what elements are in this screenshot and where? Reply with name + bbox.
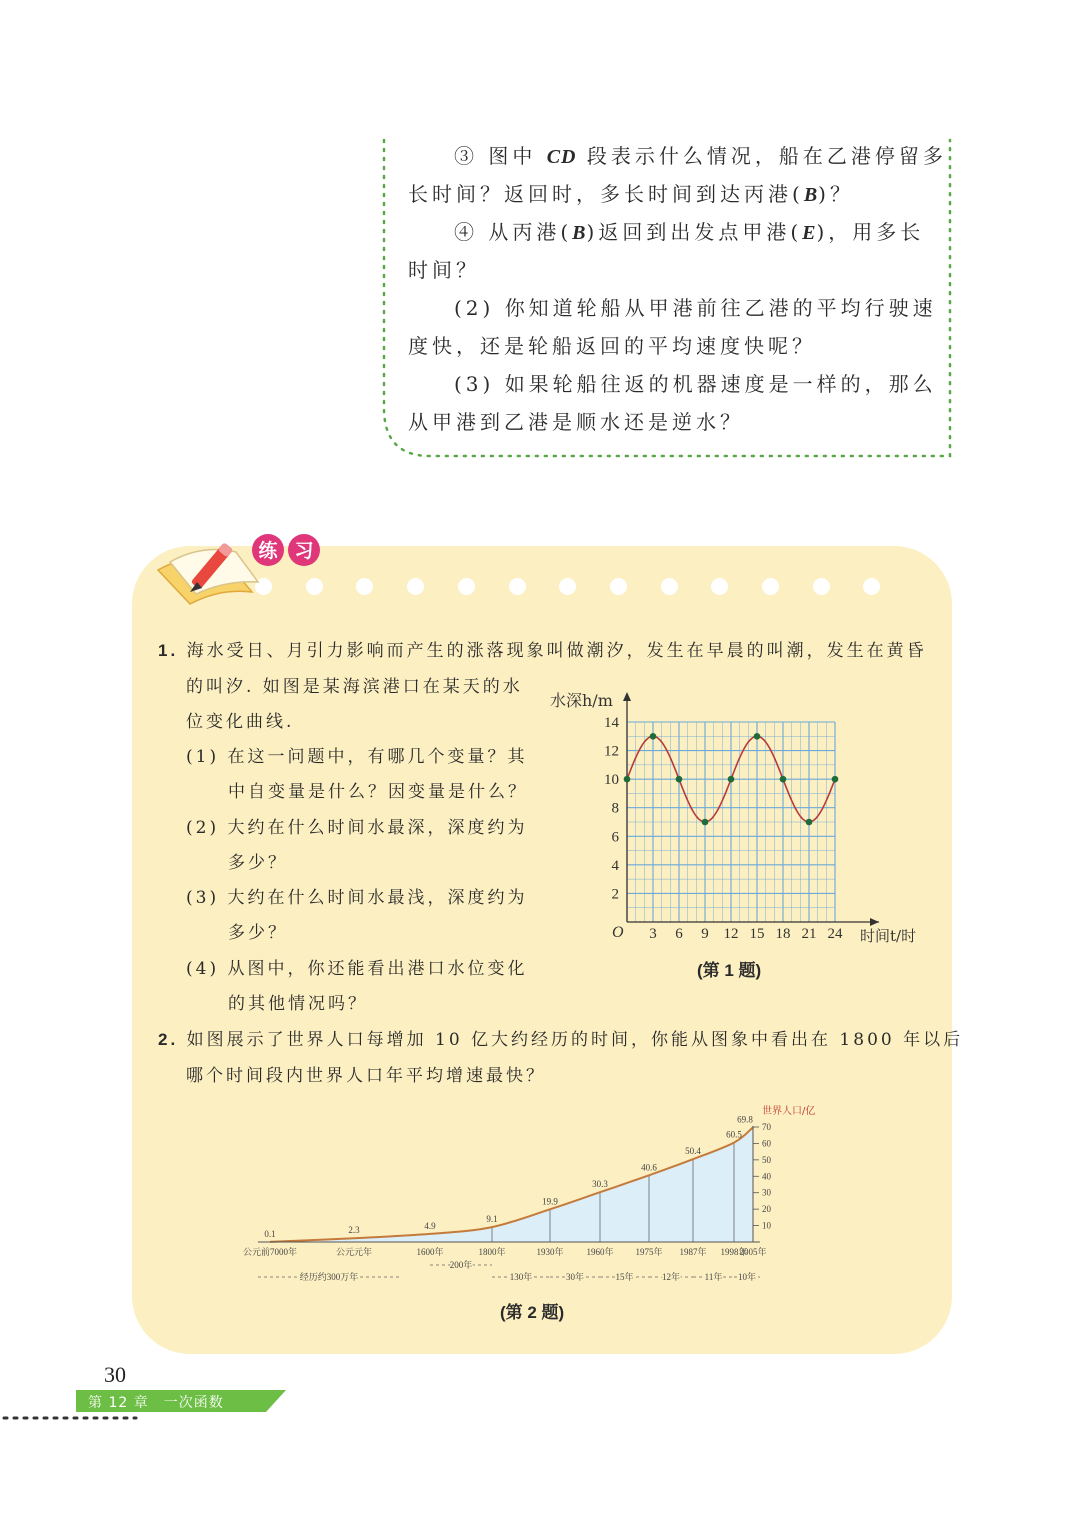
- q2-line-2: 哪个时间段内世界人口年平均增速最快？: [186, 1066, 546, 1086]
- tide-y-tick-label: 14: [604, 715, 619, 731]
- title-char-2: 习: [294, 540, 314, 562]
- population-value-label: 69.8: [737, 1114, 753, 1125]
- population-interval-label: 经历约300万年: [299, 1272, 359, 1282]
- population-interval-label: 200年: [449, 1260, 473, 1270]
- population-area: [270, 1127, 753, 1242]
- text-line-6: 度快，还是轮船返回的平均速度快呢？: [408, 334, 816, 358]
- tide-x-tick-label: 18: [775, 926, 791, 942]
- q1-sub-3: (3) 大约在什么时间水最浅，深度约为: [186, 888, 528, 908]
- text-line-4: 时间？: [408, 258, 480, 282]
- tide-data-point: [780, 776, 787, 783]
- q1-line-3: 位变化曲线.: [186, 712, 295, 732]
- text-line-8: 从甲港到乙港是顺水还是逆水？: [408, 410, 744, 434]
- chapter-label: 第 12 章 一次函数: [88, 1395, 224, 1411]
- population-year-label: 1960年: [586, 1247, 614, 1257]
- text-line-5: (2) 你知道轮船从甲港前往乙港的平均行驶速: [454, 296, 937, 320]
- population-chart: [240, 1098, 840, 1288]
- tide-y-tick-label: 6: [611, 829, 619, 846]
- population-y-tick-label: 30: [762, 1187, 771, 1198]
- population-intervals: [258, 1259, 760, 1282]
- tide-y-tick-label: 4: [611, 857, 619, 874]
- tide-data-point: [676, 776, 683, 783]
- population-interval-label: 130年: [509, 1272, 533, 1282]
- tide-data-point: [832, 776, 839, 783]
- population-year-label: 1975年: [635, 1247, 663, 1257]
- tide-y-tick-label: 10: [604, 772, 619, 789]
- tide-data-point: [624, 776, 631, 783]
- title-char-1: 练: [258, 540, 278, 562]
- text-line-3: ④ 从丙港(B)返回到出发点甲港(E)，用多长: [454, 220, 925, 244]
- population-y-tick-label: 20: [762, 1204, 771, 1215]
- tide-data-point: [728, 776, 735, 783]
- tide-y-arrow: [623, 692, 631, 701]
- population-value-label: 19.9: [542, 1196, 558, 1207]
- tide-x-tick-label: 9: [701, 926, 709, 942]
- text-line-1: ③ 图中 CD 段表示什么情况，船在乙港停留多: [454, 144, 947, 168]
- population-year-label: 1930年: [536, 1247, 564, 1257]
- population-value-label: 0.1: [264, 1228, 276, 1239]
- tide-x-tick-label: 3: [649, 926, 657, 942]
- tide-y-ticks: [604, 715, 620, 902]
- tide-origin-label: O: [612, 924, 624, 941]
- population-interval-label: 11年: [704, 1272, 723, 1282]
- tide-y-label: 水深h/m: [550, 691, 613, 710]
- text-line-7: (3) 如果轮船往返的机器速度是一样的，那么: [454, 372, 937, 396]
- tide-chart-axes: [623, 692, 879, 926]
- population-year-labels: [243, 1246, 767, 1257]
- population-year-label: 1987年: [679, 1247, 707, 1257]
- text-line-2: 长时间？返回时，多长时间到达丙港(B)？: [408, 182, 854, 206]
- continued-question-box: [380, 138, 952, 460]
- q1-sub-2: (2) 大约在什么时间水最深，深度约为: [186, 818, 528, 838]
- page-number: 30: [104, 1362, 126, 1387]
- population-year-label: 公元元年: [335, 1247, 373, 1257]
- tide-x-tick-label: 21: [801, 926, 817, 942]
- q1-sub-1: (1) 在这一问题中，有哪几个变量？其: [186, 747, 528, 767]
- q2-number: 2.: [158, 1030, 179, 1049]
- population-value-label: 50.4: [685, 1146, 701, 1157]
- q2-caption: (第 2 题): [500, 1303, 565, 1322]
- tide-data-point: [754, 733, 761, 740]
- q2-line-1: 2. 如图展示了世界人口每增加 10 亿大约经历的时间，你能从图象中看出在 1800 年以后: [158, 1030, 964, 1050]
- population-y-label: 世界人口/亿: [762, 1106, 816, 1117]
- q1-sub-1b: 中自变量是什么？因变量是什么？: [228, 782, 528, 802]
- q1-sub-3b: 多少？: [228, 923, 288, 943]
- q1-sub-2b: 多少？: [228, 853, 288, 873]
- population-value-label: 60.5: [726, 1129, 742, 1140]
- population-interval-label: 10年: [737, 1272, 757, 1282]
- tide-x-arrow: [870, 918, 879, 926]
- q1-line-2: 的叫汐. 如图是某海滨港口在某天的水: [186, 677, 523, 697]
- q1-line-1: 1. 海水受日、月引力影响而产生的涨落现象叫做潮汐，发生在早晨的叫潮，发生在黄昏: [158, 641, 927, 661]
- tide-data-point: [806, 819, 813, 826]
- tide-x-tick-label: 15: [749, 926, 765, 942]
- population-year-label: 1600年: [416, 1247, 444, 1257]
- population-interval-label: 15年: [615, 1272, 634, 1282]
- q1-sub-4: (4) 从图中，你还能看出港口水位变化: [186, 959, 528, 979]
- population-value-label: 4.9: [424, 1220, 436, 1231]
- population-year-label: 1998年: [720, 1247, 748, 1257]
- population-y-tick-label: 50: [762, 1154, 771, 1165]
- exercise-header: [150, 522, 350, 617]
- notebook-hole: [458, 578, 475, 595]
- notebook-hole: [610, 578, 627, 595]
- pencil-paper-icon: [158, 542, 258, 604]
- tide-x-label: 时间t/时: [860, 927, 917, 945]
- tide-data-point: [650, 733, 657, 740]
- population-value-label: 30.3: [592, 1179, 608, 1190]
- tide-y-tick-label: 2: [611, 886, 619, 903]
- population-year-label: 1800年: [478, 1247, 506, 1257]
- tide-chart-grid: [627, 722, 835, 922]
- population-year-label: 公元前7000年: [242, 1247, 298, 1257]
- q1-caption: (第 1 题): [697, 961, 762, 980]
- footer-dots: [0, 1414, 140, 1422]
- tide-chart: [540, 680, 940, 950]
- population-y-tick-label: 40: [762, 1171, 771, 1182]
- tide-y-tick-label: 12: [604, 743, 619, 760]
- tide-x-tick-label: 12: [723, 926, 739, 942]
- population-y-tick-label: 70: [762, 1122, 771, 1132]
- notebook-hole: [762, 578, 779, 595]
- tide-x-tick-label: 24: [827, 926, 843, 942]
- q1-number: 1.: [158, 641, 179, 660]
- population-y-tick-label: 60: [762, 1138, 771, 1149]
- notebook-hole: [813, 578, 830, 595]
- population-year-label: 2005年: [739, 1247, 767, 1257]
- population-interval-label: 12年: [661, 1272, 681, 1282]
- tide-y-tick-label: 8: [611, 800, 619, 817]
- population-interval-label: 30年: [565, 1272, 585, 1282]
- q1-sub-4b: 的其他情况吗？: [228, 994, 368, 1014]
- population-y-ticks: [753, 1122, 772, 1231]
- tide-x-tick-label: 6: [675, 926, 683, 942]
- population-y-tick-label: 10: [762, 1220, 771, 1231]
- population-value-label: 40.6: [641, 1162, 657, 1173]
- tide-data-point: [702, 819, 709, 826]
- notebook-hole: [661, 578, 678, 595]
- tide-x-ticks: [649, 926, 843, 942]
- notebook-hole: [407, 578, 424, 595]
- notebook-hole: [509, 578, 526, 595]
- population-value-label: 9.1: [486, 1214, 498, 1225]
- population-value-label: 2.3: [348, 1225, 360, 1236]
